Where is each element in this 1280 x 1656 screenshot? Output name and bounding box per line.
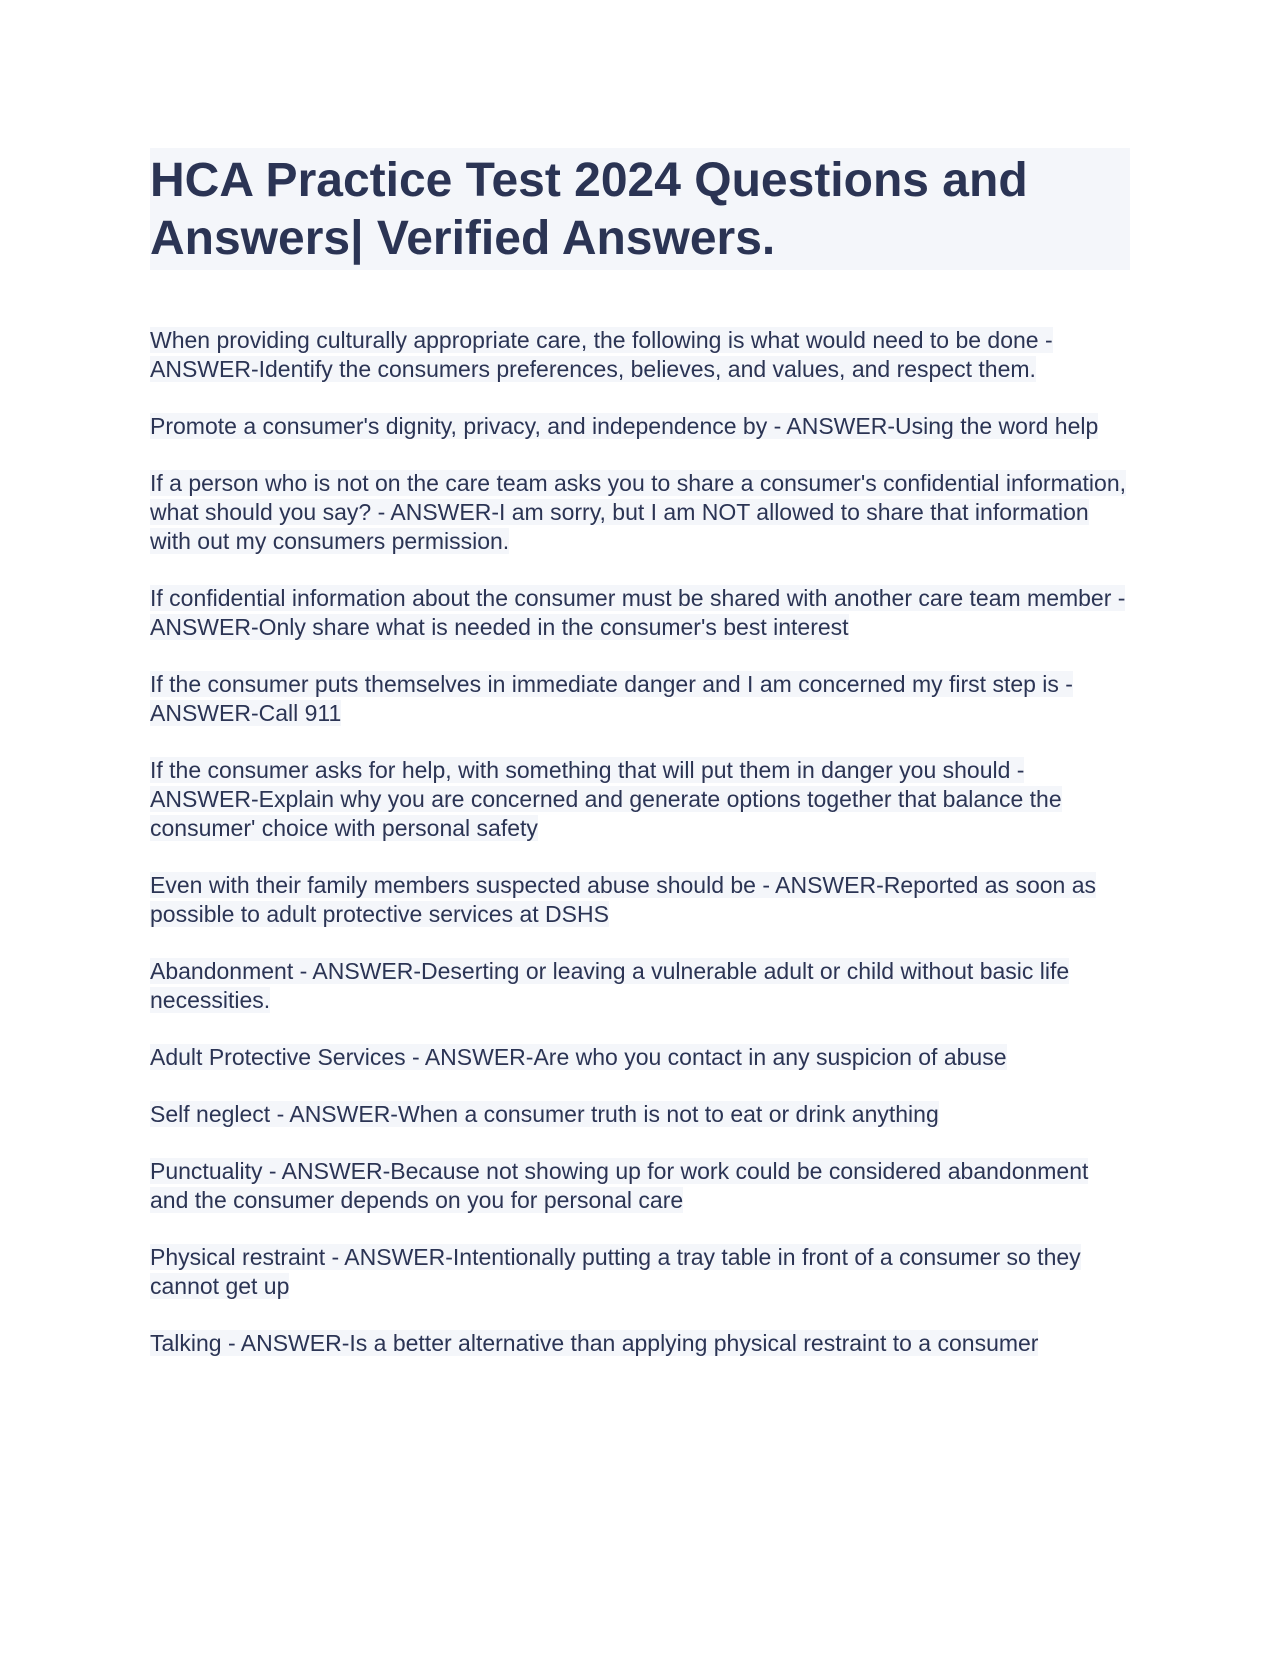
qa-item-text: When providing culturally appropriate care, the following is what would need to be done - ANSWER-Identify the consumers preferences, believes, and values, and respect them. bbox=[150, 327, 1053, 382]
qa-item-text: If the consumer asks for help, with something that will put them in danger you should - ANSWER-Explain why you are concerned and generate options together that balance the consumer' choice with personal safety bbox=[150, 757, 1062, 841]
qa-item-text: Punctuality - ANSWER-Because not showing up for work could be considered abandonment and the consumer depends on you for personal care bbox=[150, 1158, 1089, 1213]
qa-item-text: Abandonment - ANSWER-Deserting or leaving a vulnerable adult or child without basic life necessities. bbox=[150, 958, 1070, 1013]
qa-item bbox=[150, 584, 1130, 642]
qa-item-text: Physical restraint - ANSWER-Intentionally putting a tray table in front of a consumer so they cannot get up bbox=[150, 1244, 1081, 1299]
qa-item bbox=[150, 756, 1130, 843]
qa-item-text: Promote a consumer's dignity, privacy, and independence by - ANSWER-Using the word help bbox=[150, 413, 1099, 439]
qa-item-text: If the consumer puts themselves in immediate danger and I am concerned my first step is - ANSWER-Call 911 bbox=[150, 671, 1073, 726]
qa-item bbox=[150, 1243, 1130, 1301]
qa-item bbox=[150, 871, 1130, 929]
qa-item bbox=[150, 326, 1130, 384]
qa-item-text: If confidential information about the consumer must be shared with another care team member - ANSWER-Only share what is needed in the consumer's best interest bbox=[150, 585, 1126, 640]
qa-item-text: Self neglect - ANSWER-When a consumer truth is not to eat or drink anything bbox=[150, 1101, 939, 1127]
qa-item-text: Even with their family members suspected abuse should be - ANSWER-Reported as soon as possible to adult protective services at DSHS bbox=[150, 872, 1096, 927]
qa-item-text: Adult Protective Services - ANSWER-Are who you contact in any suspicion of abuse bbox=[150, 1044, 1007, 1070]
document-body bbox=[150, 148, 1130, 1386]
qa-item bbox=[150, 1157, 1130, 1215]
qa-item bbox=[150, 1329, 1130, 1358]
qa-item bbox=[150, 957, 1130, 1015]
qa-list bbox=[150, 326, 1130, 1358]
qa-item bbox=[150, 469, 1130, 556]
qa-item bbox=[150, 412, 1130, 441]
qa-item bbox=[150, 1100, 1130, 1129]
page-title: HCA Practice Test 2024 Questions and Answers| Verified Answers. bbox=[150, 154, 1028, 265]
qa-item-text: If a person who is not on the care team asks you to share a consumer's confidential information, what should you say? - ANSWER-I am sorry, but I am NOT allowed to share that information with out my consumers permission. bbox=[150, 470, 1127, 554]
qa-item-text: Talking - ANSWER-Is a better alternative than applying physical restraint to a consumer bbox=[150, 1330, 1039, 1356]
qa-item bbox=[150, 670, 1130, 728]
qa-item bbox=[150, 1043, 1130, 1072]
title-block bbox=[150, 148, 1130, 270]
